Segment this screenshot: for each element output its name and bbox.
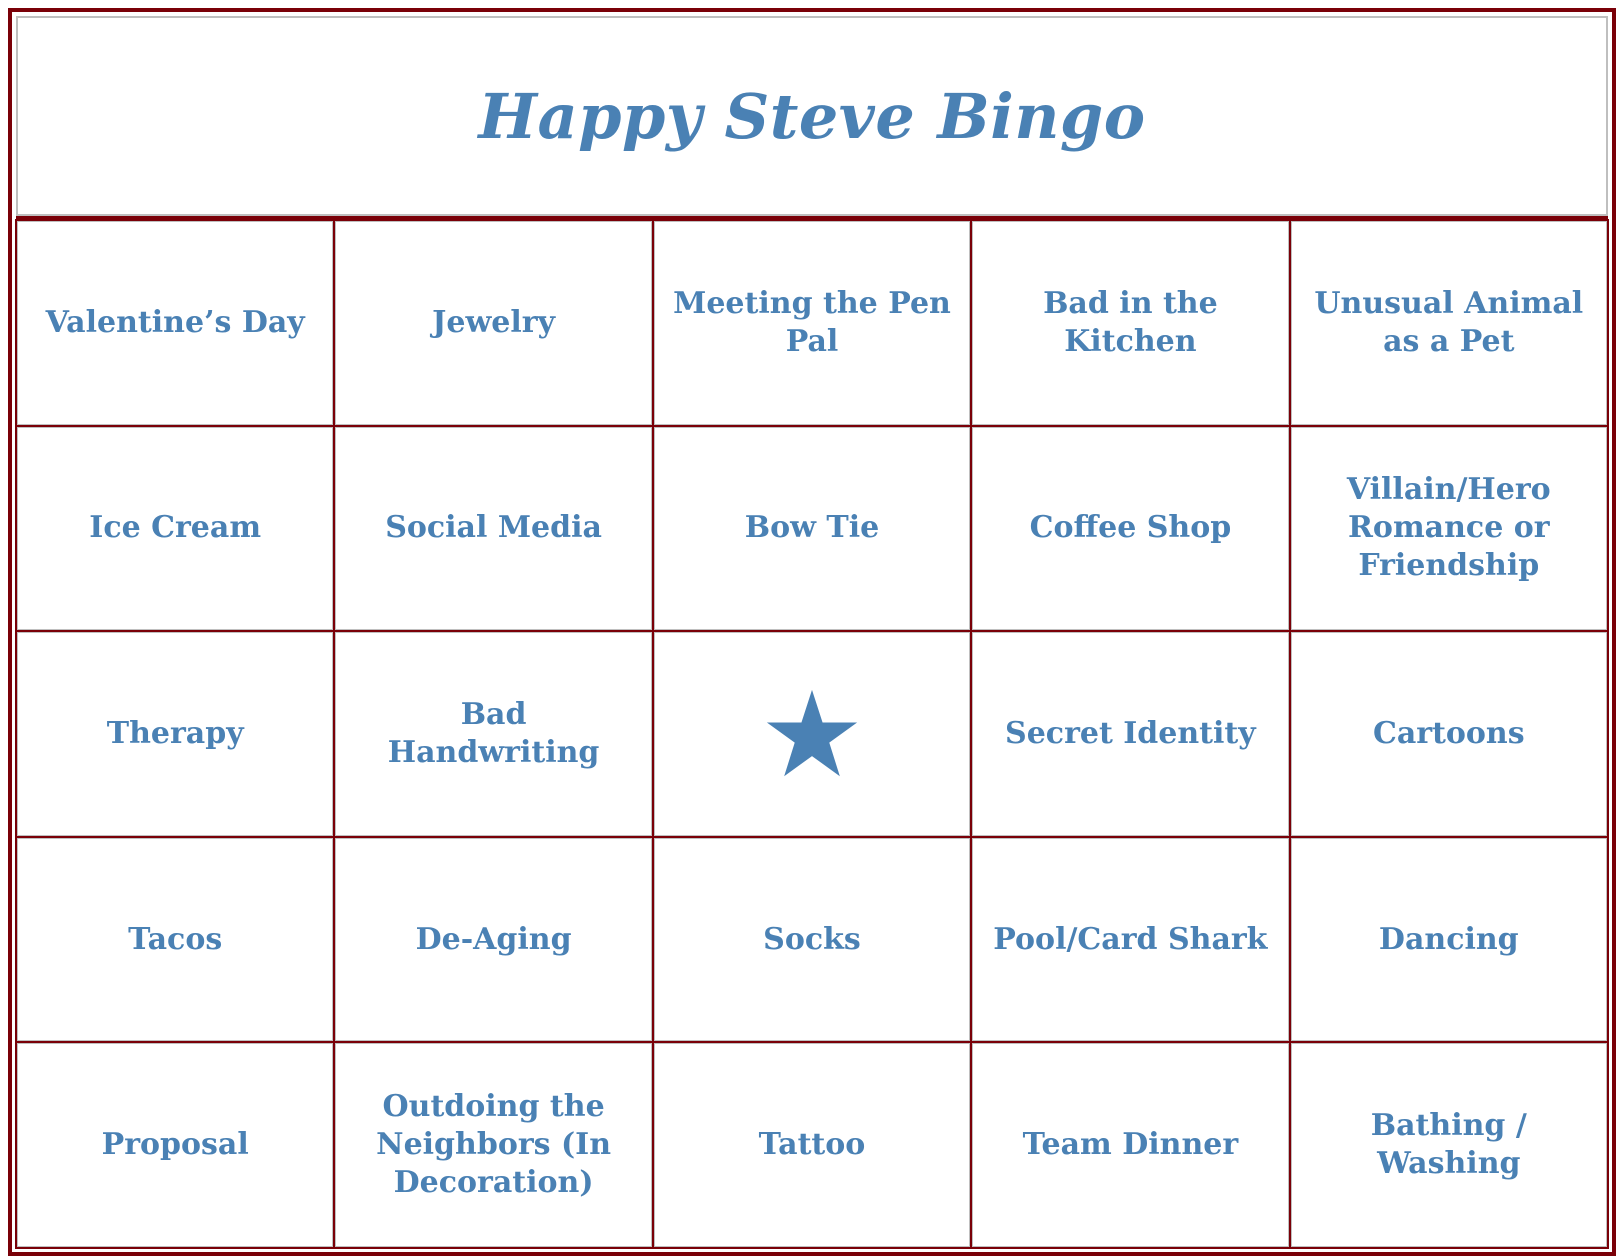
cell-label: Bow Tie bbox=[744, 510, 880, 546]
cell-label: Villain/Hero Romance or Friendship bbox=[1346, 472, 1551, 584]
bingo-cell-r1c3[interactable] bbox=[653, 220, 971, 426]
cell-label: Secret Identity bbox=[1005, 715, 1256, 751]
cell-label: Bad in the Kitchen bbox=[1043, 285, 1218, 359]
bingo-cell-r2c5[interactable] bbox=[1290, 426, 1608, 632]
bingo-cell-r5c2[interactable] bbox=[334, 1042, 652, 1248]
cell-label: Socks bbox=[763, 921, 861, 957]
title-cell bbox=[16, 16, 1608, 216]
bingo-cell-r5c4[interactable] bbox=[971, 1042, 1289, 1248]
bingo-cell-r1c4[interactable] bbox=[971, 220, 1289, 426]
bingo-grid bbox=[16, 216, 1608, 1248]
bingo-cell-r5c1[interactable] bbox=[16, 1042, 334, 1248]
cell-label: Dancing bbox=[1378, 921, 1519, 957]
bingo-cell-r3c2[interactable] bbox=[334, 631, 652, 837]
free-space-cell[interactable] bbox=[653, 631, 971, 837]
cell-label: Bad Handwriting bbox=[387, 696, 600, 770]
cell-label: Outdoing the Neighbors (In Decoration) bbox=[376, 1089, 612, 1201]
cell-label: Team Dinner bbox=[1022, 1127, 1239, 1163]
cell-label: Social Media bbox=[385, 510, 602, 546]
cell-label: Proposal bbox=[101, 1127, 249, 1163]
bingo-cell-r4c5[interactable] bbox=[1290, 837, 1608, 1043]
cell-label: De-Aging bbox=[415, 921, 572, 957]
cell-label: Unusual Animal as a Pet bbox=[1314, 285, 1584, 359]
bingo-cell-r3c1[interactable] bbox=[16, 631, 334, 837]
cell-label: Bathing / Washing bbox=[1370, 1108, 1527, 1182]
bingo-cell-r5c3[interactable] bbox=[653, 1042, 971, 1248]
bingo-cell-r4c2[interactable] bbox=[334, 837, 652, 1043]
bingo-cell-r1c2[interactable] bbox=[334, 220, 652, 426]
cell-label: Tacos bbox=[128, 921, 223, 957]
bingo-cell-r2c2[interactable] bbox=[334, 426, 652, 632]
bingo-cell-r4c4[interactable] bbox=[971, 837, 1289, 1043]
star-icon bbox=[764, 686, 860, 782]
bingo-cell-r4c1[interactable] bbox=[16, 837, 334, 1043]
cell-label: Valentine’s Day bbox=[45, 304, 305, 340]
cell-label: Coffee Shop bbox=[1029, 510, 1232, 546]
bingo-title: Happy Steve Bingo bbox=[478, 79, 1146, 153]
cell-label: Therapy bbox=[106, 715, 244, 751]
cell-label: Cartoons bbox=[1372, 715, 1525, 751]
bingo-cell-r2c4[interactable] bbox=[971, 426, 1289, 632]
cell-label: Ice Cream bbox=[89, 510, 262, 546]
bingo-cell-r1c1[interactable] bbox=[16, 220, 334, 426]
bingo-cell-r2c3[interactable] bbox=[653, 426, 971, 632]
bingo-cell-r4c3[interactable] bbox=[653, 837, 971, 1043]
bingo-cell-r3c4[interactable] bbox=[971, 631, 1289, 837]
bingo-board bbox=[8, 8, 1616, 1256]
bingo-cell-r3c5[interactable] bbox=[1290, 631, 1608, 837]
bingo-cell-r1c5[interactable] bbox=[1290, 220, 1608, 426]
bingo-cell-r2c1[interactable] bbox=[16, 426, 334, 632]
cell-label: Meeting the Pen Pal bbox=[673, 285, 951, 359]
bingo-cell-r5c5[interactable] bbox=[1290, 1042, 1608, 1248]
cell-label: Tattoo bbox=[758, 1127, 866, 1163]
cell-label: Pool/Card Shark bbox=[993, 921, 1268, 957]
cell-label: Jewelry bbox=[432, 304, 555, 340]
